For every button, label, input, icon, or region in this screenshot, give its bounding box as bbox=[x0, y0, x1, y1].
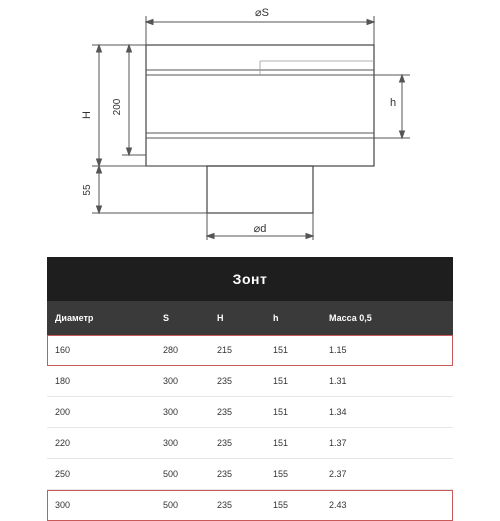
table-cell: 280 bbox=[163, 345, 179, 355]
table-cell: 180 bbox=[55, 376, 71, 386]
table-row bbox=[47, 428, 453, 459]
table-cell: 235 bbox=[217, 407, 233, 417]
table-cell: 250 bbox=[55, 469, 71, 479]
table-cell: 215 bbox=[217, 345, 233, 355]
table-cell: 155 bbox=[273, 500, 289, 510]
spec-table bbox=[47, 257, 453, 521]
table-row bbox=[47, 366, 453, 397]
dimension-label-55: 55 bbox=[82, 184, 93, 196]
table-cell: 2.43 bbox=[329, 500, 347, 510]
table-cell: 1.34 bbox=[329, 407, 347, 417]
table-cell: 235 bbox=[217, 376, 233, 386]
table-cell: 1.15 bbox=[329, 345, 347, 355]
table-cell: 300 bbox=[163, 438, 179, 448]
table-cell: 151 bbox=[273, 345, 289, 355]
table-cell: 220 bbox=[55, 438, 71, 448]
table-cell: 151 bbox=[273, 438, 289, 448]
table-cell: 200 bbox=[55, 407, 71, 417]
table-cell: 235 bbox=[217, 438, 233, 448]
table-cell: 500 bbox=[163, 469, 179, 479]
table-cell: 500 bbox=[163, 500, 179, 510]
table-cell: 155 bbox=[273, 469, 289, 479]
dimension-label-s: ⌀S bbox=[255, 7, 269, 19]
column-header-mass: Масса 0,5 bbox=[329, 313, 372, 323]
table-header-row bbox=[47, 301, 453, 335]
column-header-s: S bbox=[163, 313, 170, 323]
table-cell: 2.37 bbox=[329, 469, 347, 479]
table-cell: 151 bbox=[273, 407, 289, 417]
column-header-h: H bbox=[217, 313, 224, 323]
spigot-pipe bbox=[207, 166, 313, 213]
table-body bbox=[47, 335, 453, 521]
column-header-h-band: h bbox=[273, 313, 279, 323]
table-row bbox=[47, 490, 453, 521]
table-cell: 300 bbox=[55, 500, 71, 510]
dimension-label-h-band: h bbox=[389, 97, 397, 109]
dimension-label-h-total: H bbox=[81, 111, 93, 119]
table-row bbox=[47, 335, 453, 366]
technical-drawing bbox=[0, 0, 500, 255]
column-header-diameter: Диаметр bbox=[55, 313, 94, 323]
dimension-label-200: 200 bbox=[112, 98, 123, 116]
table-cell: 235 bbox=[217, 500, 233, 510]
table-cell: 151 bbox=[273, 376, 289, 386]
table-cell: 235 bbox=[217, 469, 233, 479]
table-cell: 1.31 bbox=[329, 376, 347, 386]
table-cell: 300 bbox=[163, 376, 179, 386]
table-cell: 300 bbox=[163, 407, 179, 417]
table-row bbox=[47, 397, 453, 428]
table-cell: 1.37 bbox=[329, 438, 347, 448]
table-title: Зонт bbox=[47, 257, 453, 301]
table-row bbox=[47, 459, 453, 490]
table-cell: 160 bbox=[55, 345, 71, 355]
dimension-label-d: ⌀d bbox=[253, 223, 267, 235]
